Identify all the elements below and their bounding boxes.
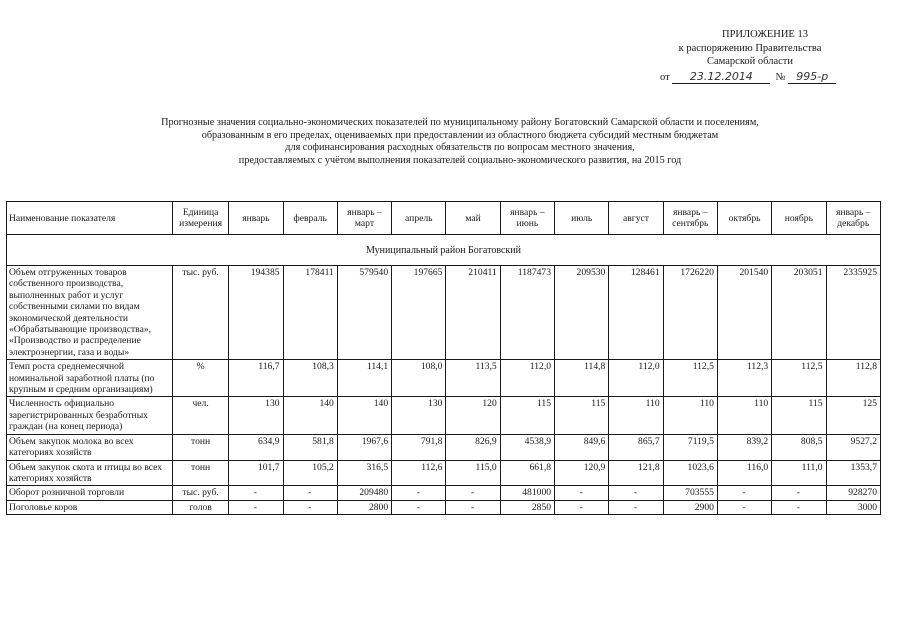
- column-header: январь – март: [337, 202, 391, 235]
- title-line-4: предоставляемых с учётом выполнения показателей социально-экономического развития, на 2015 год: [238, 154, 682, 166]
- indicator-value: 634,9: [229, 434, 283, 460]
- indicator-unit: голов: [172, 500, 228, 514]
- indicator-value: 1967,6: [337, 434, 391, 460]
- column-header: январь – июнь: [500, 202, 554, 235]
- column-header: ноябрь: [772, 202, 826, 235]
- indicator-value: -: [772, 500, 826, 514]
- annex-signature-line: [620, 70, 880, 85]
- indicator-value: 808,5: [772, 434, 826, 460]
- indicator-value: 112,8: [826, 360, 880, 397]
- indicator-value: 203051: [772, 266, 826, 360]
- indicator-value: -: [555, 486, 609, 500]
- title-line-2: образованным в его пределах, оцениваемых при предоставлении из областного бюджета субсидий местным бюджетам: [201, 129, 719, 141]
- table-row: [7, 434, 881, 460]
- indicator-value: 130: [392, 397, 446, 434]
- indicator-value: 108,0: [392, 360, 446, 397]
- indicator-value: -: [392, 486, 446, 500]
- indicator-value: 928270: [826, 486, 880, 500]
- indicator-value: 140: [337, 397, 391, 434]
- indicator-value: 128461: [609, 266, 663, 360]
- annex-line-3: Самарской области: [707, 56, 793, 67]
- indicator-unit: тыс. руб.: [172, 486, 228, 500]
- column-header: январь: [229, 202, 283, 235]
- indicator-value: -: [283, 500, 337, 514]
- indicator-value: -: [446, 486, 500, 500]
- indicator-value: -: [609, 486, 663, 500]
- indicator-value: 112,5: [663, 360, 717, 397]
- column-header: Наименование показателя: [7, 202, 173, 235]
- indicator-value: 1726220: [663, 266, 717, 360]
- indicator-value: 110: [717, 397, 771, 434]
- indicator-value: 140: [283, 397, 337, 434]
- indicator-name: Объем закупок молока во всех категориях хозяйств: [7, 434, 173, 460]
- section-title: Муниципальный район Богатовский: [7, 235, 881, 266]
- indicator-value: 4538,9: [500, 434, 554, 460]
- indicator-value: -: [609, 500, 663, 514]
- indicator-value: 865,7: [609, 434, 663, 460]
- annex-block: [620, 28, 880, 84]
- indicator-unit: тонн: [172, 434, 228, 460]
- indicator-value: 1023,6: [663, 460, 717, 486]
- table-row: [7, 397, 881, 434]
- column-header: октябрь: [717, 202, 771, 235]
- column-header: апрель: [392, 202, 446, 235]
- table-row: [7, 460, 881, 486]
- section-row: [7, 235, 881, 266]
- indicator-value: 1187473: [500, 266, 554, 360]
- indicator-value: 197665: [392, 266, 446, 360]
- indicator-value: 116,0: [717, 460, 771, 486]
- indicator-value: 125: [826, 397, 880, 434]
- annex-date: 23.12.2014: [672, 70, 770, 85]
- indicator-value: 210411: [446, 266, 500, 360]
- table-row: [7, 266, 881, 360]
- indicator-value: 121,8: [609, 460, 663, 486]
- indicator-name: Объем отгруженных товаров собственного производства, выполненных работ и услуг собственными силами по видам экономической деятельности «Обрабатывающие производства», «Производство и распределение электроэнергии, газа и воды»: [7, 266, 173, 360]
- indicator-value: 2335925: [826, 266, 880, 360]
- column-header: январь – декабрь: [826, 202, 880, 235]
- indicator-value: -: [229, 486, 283, 500]
- indicator-name: Темп роста среднемесячной номинальной заработной платы (по крупным и средним организациям): [7, 360, 173, 397]
- indicator-value: 3000: [826, 500, 880, 514]
- indicator-value: -: [772, 486, 826, 500]
- indicator-value: 839,2: [717, 434, 771, 460]
- indicator-value: 9527,2: [826, 434, 880, 460]
- indicator-name: Объем закупок скота и птицы во всех категориях хозяйств: [7, 460, 173, 486]
- indicator-value: 115: [555, 397, 609, 434]
- indicator-value: -: [283, 486, 337, 500]
- indicator-value: 120: [446, 397, 500, 434]
- indicator-value: 108,3: [283, 360, 337, 397]
- indicator-value: -: [446, 500, 500, 514]
- indicators-table: [6, 201, 881, 515]
- indicator-value: 2900: [663, 500, 717, 514]
- indicator-value: 849,6: [555, 434, 609, 460]
- document-title: [90, 117, 830, 167]
- column-header: февраль: [283, 202, 337, 235]
- indicator-value: 112,6: [392, 460, 446, 486]
- indicator-value: 661,8: [500, 460, 554, 486]
- indicator-value: -: [392, 500, 446, 514]
- indicator-value: 113,5: [446, 360, 500, 397]
- table-row: [7, 360, 881, 397]
- table-row: [7, 500, 881, 514]
- column-header: Единица измерения: [172, 202, 228, 235]
- title-line-1: Прогнозные значения социально-экономических показателей по муниципальному району Богатовский Самарской области и поселениям,: [161, 117, 759, 128]
- indicator-value: 581,8: [283, 434, 337, 460]
- indicator-value: 791,8: [392, 434, 446, 460]
- indicator-value: 481000: [500, 486, 554, 500]
- indicator-unit: тыс. руб.: [172, 266, 228, 360]
- indicator-value: 826,9: [446, 434, 500, 460]
- indicator-value: 209530: [555, 266, 609, 360]
- column-header: январь – сентябрь: [663, 202, 717, 235]
- indicator-unit: тонн: [172, 460, 228, 486]
- indicator-value: 114,8: [555, 360, 609, 397]
- indicator-value: 115: [772, 397, 826, 434]
- indicator-value: 112,5: [772, 360, 826, 397]
- column-header: май: [446, 202, 500, 235]
- indicator-value: -: [717, 500, 771, 514]
- indicator-value: 7119,5: [663, 434, 717, 460]
- indicator-value: 112,0: [609, 360, 663, 397]
- indicator-value: 115,0: [446, 460, 500, 486]
- annex-number: 995-р: [788, 70, 836, 85]
- indicator-value: 105,2: [283, 460, 337, 486]
- column-header: август: [609, 202, 663, 235]
- table-header-row: [7, 202, 881, 235]
- indicator-value: -: [555, 500, 609, 514]
- indicator-value: 316,5: [337, 460, 391, 486]
- indicator-value: 114,1: [337, 360, 391, 397]
- indicator-value: 194385: [229, 266, 283, 360]
- indicator-value: 110: [663, 397, 717, 434]
- annex-from-label: от: [660, 71, 670, 83]
- indicator-value: 209480: [337, 486, 391, 500]
- indicator-value: 579540: [337, 266, 391, 360]
- indicator-value: 111,0: [772, 460, 826, 486]
- indicator-value: -: [229, 500, 283, 514]
- indicator-name: Оборот розничной торговли: [7, 486, 173, 500]
- indicator-value: 112,0: [500, 360, 554, 397]
- annex-title: ПРИЛОЖЕНИЕ 13: [722, 29, 808, 40]
- indicator-value: 120,9: [555, 460, 609, 486]
- indicator-value: 116,7: [229, 360, 283, 397]
- indicator-value: 112,3: [717, 360, 771, 397]
- indicator-unit: %: [172, 360, 228, 397]
- indicator-value: 1353,7: [826, 460, 880, 486]
- indicator-value: -: [717, 486, 771, 500]
- column-header: июль: [555, 202, 609, 235]
- table-row: [7, 486, 881, 500]
- indicator-value: 703555: [663, 486, 717, 500]
- indicator-name: Поголовье коров: [7, 500, 173, 514]
- annex-number-label: №: [775, 71, 786, 83]
- indicator-value: 101,7: [229, 460, 283, 486]
- indicator-name: Численность официально зарегистрированных безработных граждан (на конец периода): [7, 397, 173, 434]
- indicator-value: 201540: [717, 266, 771, 360]
- annex-line-2: к распоряжению Правительства: [678, 42, 822, 54]
- indicator-value: 2850: [500, 500, 554, 514]
- indicator-value: 2800: [337, 500, 391, 514]
- indicator-value: 110: [609, 397, 663, 434]
- title-line-3: для софинансирования расходных обязательств по вопросам местного значения,: [285, 142, 635, 154]
- indicator-value: 115: [500, 397, 554, 434]
- indicator-value: 130: [229, 397, 283, 434]
- indicator-unit: чел.: [172, 397, 228, 434]
- indicator-value: 178411: [283, 266, 337, 360]
